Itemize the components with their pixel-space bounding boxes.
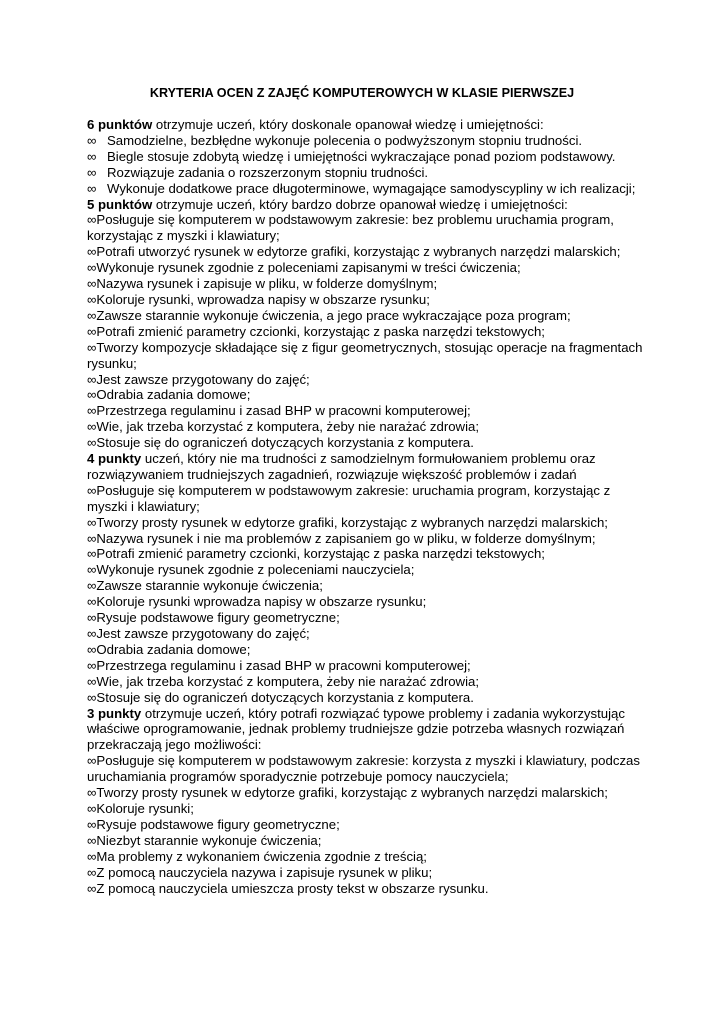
criterion-text: Ma problemy z wykonaniem ćwiczenia zgodnie z treścią; <box>96 848 427 864</box>
criterion-text: Wie, jak trzeba korzystać z komputera, żeby nie narażać zdrowia; <box>96 673 479 689</box>
list-item <box>87 181 647 197</box>
criterion-text: Jest zawsze przygotowany do zajęć; <box>96 371 310 387</box>
criterion-text: Potrafi utworzyć rysunek w edytorze grafiki, korzystając z wybranych narzędzi malarskich; <box>96 244 621 260</box>
infinity-bullet-icon: ∞ <box>87 482 97 498</box>
infinity-bullet-icon: ∞ <box>87 673 97 689</box>
grade-description: otrzymuje uczeń, który doskonale opanował wiedzę i umiejętności: <box>152 117 544 132</box>
criterion-text: Przestrzega regulaminu i zasad BHP w pracowni komputerowej; <box>96 403 471 419</box>
list-item <box>87 372 647 388</box>
criterion-text: Niezbyt starannie wykonuje ćwiczenia; <box>96 832 322 848</box>
infinity-bullet-icon: ∞ <box>87 832 97 848</box>
criterion-text: Nazywa rysunek i zapisuje w pliku, w folderze domyślnym; <box>96 276 438 292</box>
infinity-bullet-icon: ∞ <box>87 371 97 387</box>
grade-label: 4 punkty <box>87 451 142 467</box>
list-item <box>87 212 647 244</box>
section-heading <box>87 451 647 483</box>
infinity-bullet-icon: ∞ <box>87 562 97 578</box>
criterion-text: Potrafi zmienić parametry czcionki, korzystając z paska narzędzi tekstowych; <box>96 546 545 562</box>
infinity-bullet-icon: ∞ <box>87 657 97 673</box>
criterion-text: Posługuje się komputerem w podstawowym zakresie: uruchamia program, korzystając z myszki i klawiatury; <box>87 482 611 514</box>
list-item <box>87 578 647 594</box>
grade-label: 5 punktów <box>87 196 153 212</box>
list-item <box>87 292 647 308</box>
infinity-bullet-icon: ∞ <box>87 753 97 769</box>
list-item <box>87 849 647 865</box>
list-item <box>87 419 647 435</box>
list-item <box>87 865 647 881</box>
infinity-bullet-icon: ∞ <box>87 641 97 657</box>
grade-description: otrzymuje uczeń, który potrafi rozwiązać typowe problemy i zadania wykorzystując właściwe oprogramowanie, jednak problemy trudniejsze gdzie potrzeba własnych rozwiązań przekraczają jego możliwości: <box>87 705 625 753</box>
infinity-bullet-icon: ∞ <box>87 689 97 705</box>
infinity-bullet-icon: ∞ <box>87 514 97 530</box>
infinity-bullet-icon: ∞ <box>87 435 97 451</box>
infinity-bullet-icon: ∞ <box>87 387 97 403</box>
list-item <box>87 149 647 165</box>
infinity-bullet-icon: ∞ <box>87 260 97 276</box>
section-heading <box>87 197 647 213</box>
list-item <box>87 562 647 578</box>
list-item <box>87 244 647 260</box>
infinity-bullet-icon: ∞ <box>87 132 97 148</box>
grade-label: 6 punktów <box>87 117 153 132</box>
criterion-text: Rozwiązuje zadania o rozszerzonym stopniu trudności. <box>107 164 429 180</box>
criterion-text: Odrabia zadania domowe; <box>96 641 251 657</box>
criterion-text: Jest zawsze przygotowany do zajęć; <box>96 626 310 641</box>
criterion-text: Zawsze starannie wykonuje ćwiczenia; <box>96 578 323 594</box>
list-item <box>87 658 647 674</box>
list-item <box>87 387 647 403</box>
grade-description: uczeń, który nie ma trudności z samodzielnym formułowaniem problemu oraz rozwiązywaniem trudniejszych zagadnień, rozwiązuje większość problemów i zadań <box>87 451 596 482</box>
list-item <box>87 785 647 801</box>
criterion-text: Odrabia zadania domowe; <box>96 387 251 403</box>
section-heading <box>87 117 647 133</box>
infinity-bullet-icon: ∞ <box>87 148 97 164</box>
list-item <box>87 308 647 324</box>
criterion-text: Stosuje się do ograniczeń dotyczących korzystania z komputera. <box>96 689 474 705</box>
criterion-text: Tworzy prosty rysunek w edytorze grafiki, korzystając z wybranych narzędzi malarskich; <box>96 785 608 801</box>
infinity-bullet-icon: ∞ <box>87 419 97 435</box>
list-item <box>87 133 647 149</box>
criterion-text: Z pomocą nauczyciela umieszcza prosty tekst w obszarze rysunku. <box>96 880 489 896</box>
criterion-text: Stosuje się do ograniczeń dotyczących korzystania z komputera. <box>96 435 474 451</box>
criterion-text: Koloruje rysunki wprowadza napisy w obszarze rysunku; <box>96 594 427 610</box>
infinity-bullet-icon: ∞ <box>87 578 97 594</box>
list-item <box>87 324 647 340</box>
list-item <box>87 626 647 642</box>
list-item <box>87 276 647 292</box>
infinity-bullet-icon: ∞ <box>87 848 97 864</box>
infinity-bullet-icon: ∞ <box>87 212 97 228</box>
list-item <box>87 435 647 451</box>
criterion-text: Posługuje się komputerem w podstawowym zakresie: korzysta z myszki i klawiatury, podczas uruchamiania programów sporadycznie potrzebuje pomocy nauczyciela; <box>87 753 640 785</box>
infinity-bullet-icon: ∞ <box>87 244 97 260</box>
infinity-bullet-icon: ∞ <box>87 530 97 546</box>
list-item <box>87 753 647 785</box>
criterion-text: Posługuje się komputerem w podstawowym zakresie: bez problemu uruchamia program, korzystając z myszki i klawiatury; <box>87 212 614 244</box>
criterion-text: Przestrzega regulaminu i zasad BHP w pracowni komputerowej; <box>96 657 471 673</box>
infinity-bullet-icon: ∞ <box>87 403 97 419</box>
infinity-bullet-icon: ∞ <box>87 323 97 339</box>
list-item <box>87 340 647 372</box>
list-item <box>87 881 647 897</box>
list-item <box>87 531 647 547</box>
list-item <box>87 642 647 658</box>
infinity-bullet-icon: ∞ <box>87 180 97 196</box>
criterion-text: Wykonuje dodatkowe prace długoterminowe, wymagające samodyscypliny w ich realizacji; <box>107 180 636 196</box>
criterion-text: Koloruje rysunki; <box>96 800 194 816</box>
criterion-text: Potrafi zmienić parametry czcionki, korzystając z paska narzędzi tekstowych; <box>96 323 545 339</box>
list-item <box>87 483 647 515</box>
list-item <box>87 801 647 817</box>
list-item <box>87 817 647 833</box>
list-item <box>87 260 647 276</box>
grade-label: 3 punkty <box>87 705 142 721</box>
infinity-bullet-icon: ∞ <box>87 276 97 292</box>
infinity-bullet-icon: ∞ <box>87 307 97 323</box>
infinity-bullet-icon: ∞ <box>87 546 97 562</box>
document-title: KRYTERIA OCEN Z ZAJĘĆ KOMPUTEROWYCH W KLASIE PIERWSZEJ <box>149 86 575 100</box>
list-item <box>87 165 647 181</box>
list-item <box>87 515 647 531</box>
list-item <box>87 594 647 610</box>
infinity-bullet-icon: ∞ <box>87 339 97 355</box>
infinity-bullet-icon: ∞ <box>87 800 97 816</box>
infinity-bullet-icon: ∞ <box>87 291 97 307</box>
infinity-bullet-icon: ∞ <box>87 880 97 896</box>
infinity-bullet-icon: ∞ <box>87 626 97 641</box>
criterion-text: Rysuje podstawowe figury geometryczne; <box>96 816 340 832</box>
criterion-text: Rysuje podstawowe figury geometryczne; <box>96 610 340 626</box>
criterion-text: Wykonuje rysunek zgodnie z poleceniami nauczyciela; <box>96 562 415 578</box>
infinity-bullet-icon: ∞ <box>87 785 97 801</box>
list-item <box>87 610 647 626</box>
infinity-bullet-icon: ∞ <box>87 816 97 832</box>
list-item <box>87 674 647 690</box>
grade-description: otrzymuje uczeń, który bardzo dobrze opanował wiedzę i umiejętności: <box>152 196 568 212</box>
section-heading <box>87 706 647 754</box>
document-body <box>87 117 647 896</box>
criterion-text: Tworzy prosty rysunek w edytorze grafiki, korzystając z wybranych narzędzi malarskich; <box>96 514 608 530</box>
list-item <box>87 690 647 706</box>
infinity-bullet-icon: ∞ <box>87 610 97 626</box>
infinity-bullet-icon: ∞ <box>87 164 97 180</box>
infinity-bullet-icon: ∞ <box>87 594 97 610</box>
criterion-text: Zawsze starannie wykonuje ćwiczenia, a jego prace wykraczające poza program; <box>96 307 571 323</box>
criterion-text: Wie, jak trzeba korzystać z komputera, żeby nie narażać zdrowia; <box>96 419 479 435</box>
list-item <box>87 833 647 849</box>
criterion-text: Biegle stosuje zdobytą wiedzę i umiejętności wykraczające ponad poziom podstawowy. <box>107 148 616 164</box>
list-item <box>87 546 647 562</box>
criterion-text: Wykonuje rysunek zgodnie z poleceniami zapisanymi w treści ćwiczenia; <box>96 260 521 276</box>
infinity-bullet-icon: ∞ <box>87 864 97 880</box>
criterion-text: Samodzielne, bezbłędne wykonuje polecenia o podwyższonym stopniu trudności. <box>107 132 583 148</box>
criterion-text: Z pomocą nauczyciela nazywa i zapisuje rysunek w pliku; <box>96 864 433 880</box>
criterion-text: Tworzy kompozycje składające się z figur geometrycznych, stosując operacje na fragmentach rysunku; <box>87 339 643 371</box>
list-item <box>87 403 647 419</box>
criterion-text: Koloruje rysunki, wprowadza napisy w obszarze rysunku; <box>96 291 430 307</box>
criterion-text: Nazywa rysunek i nie ma problemów z zapisaniem go w pliku, w folderze domyślnym; <box>96 530 596 546</box>
